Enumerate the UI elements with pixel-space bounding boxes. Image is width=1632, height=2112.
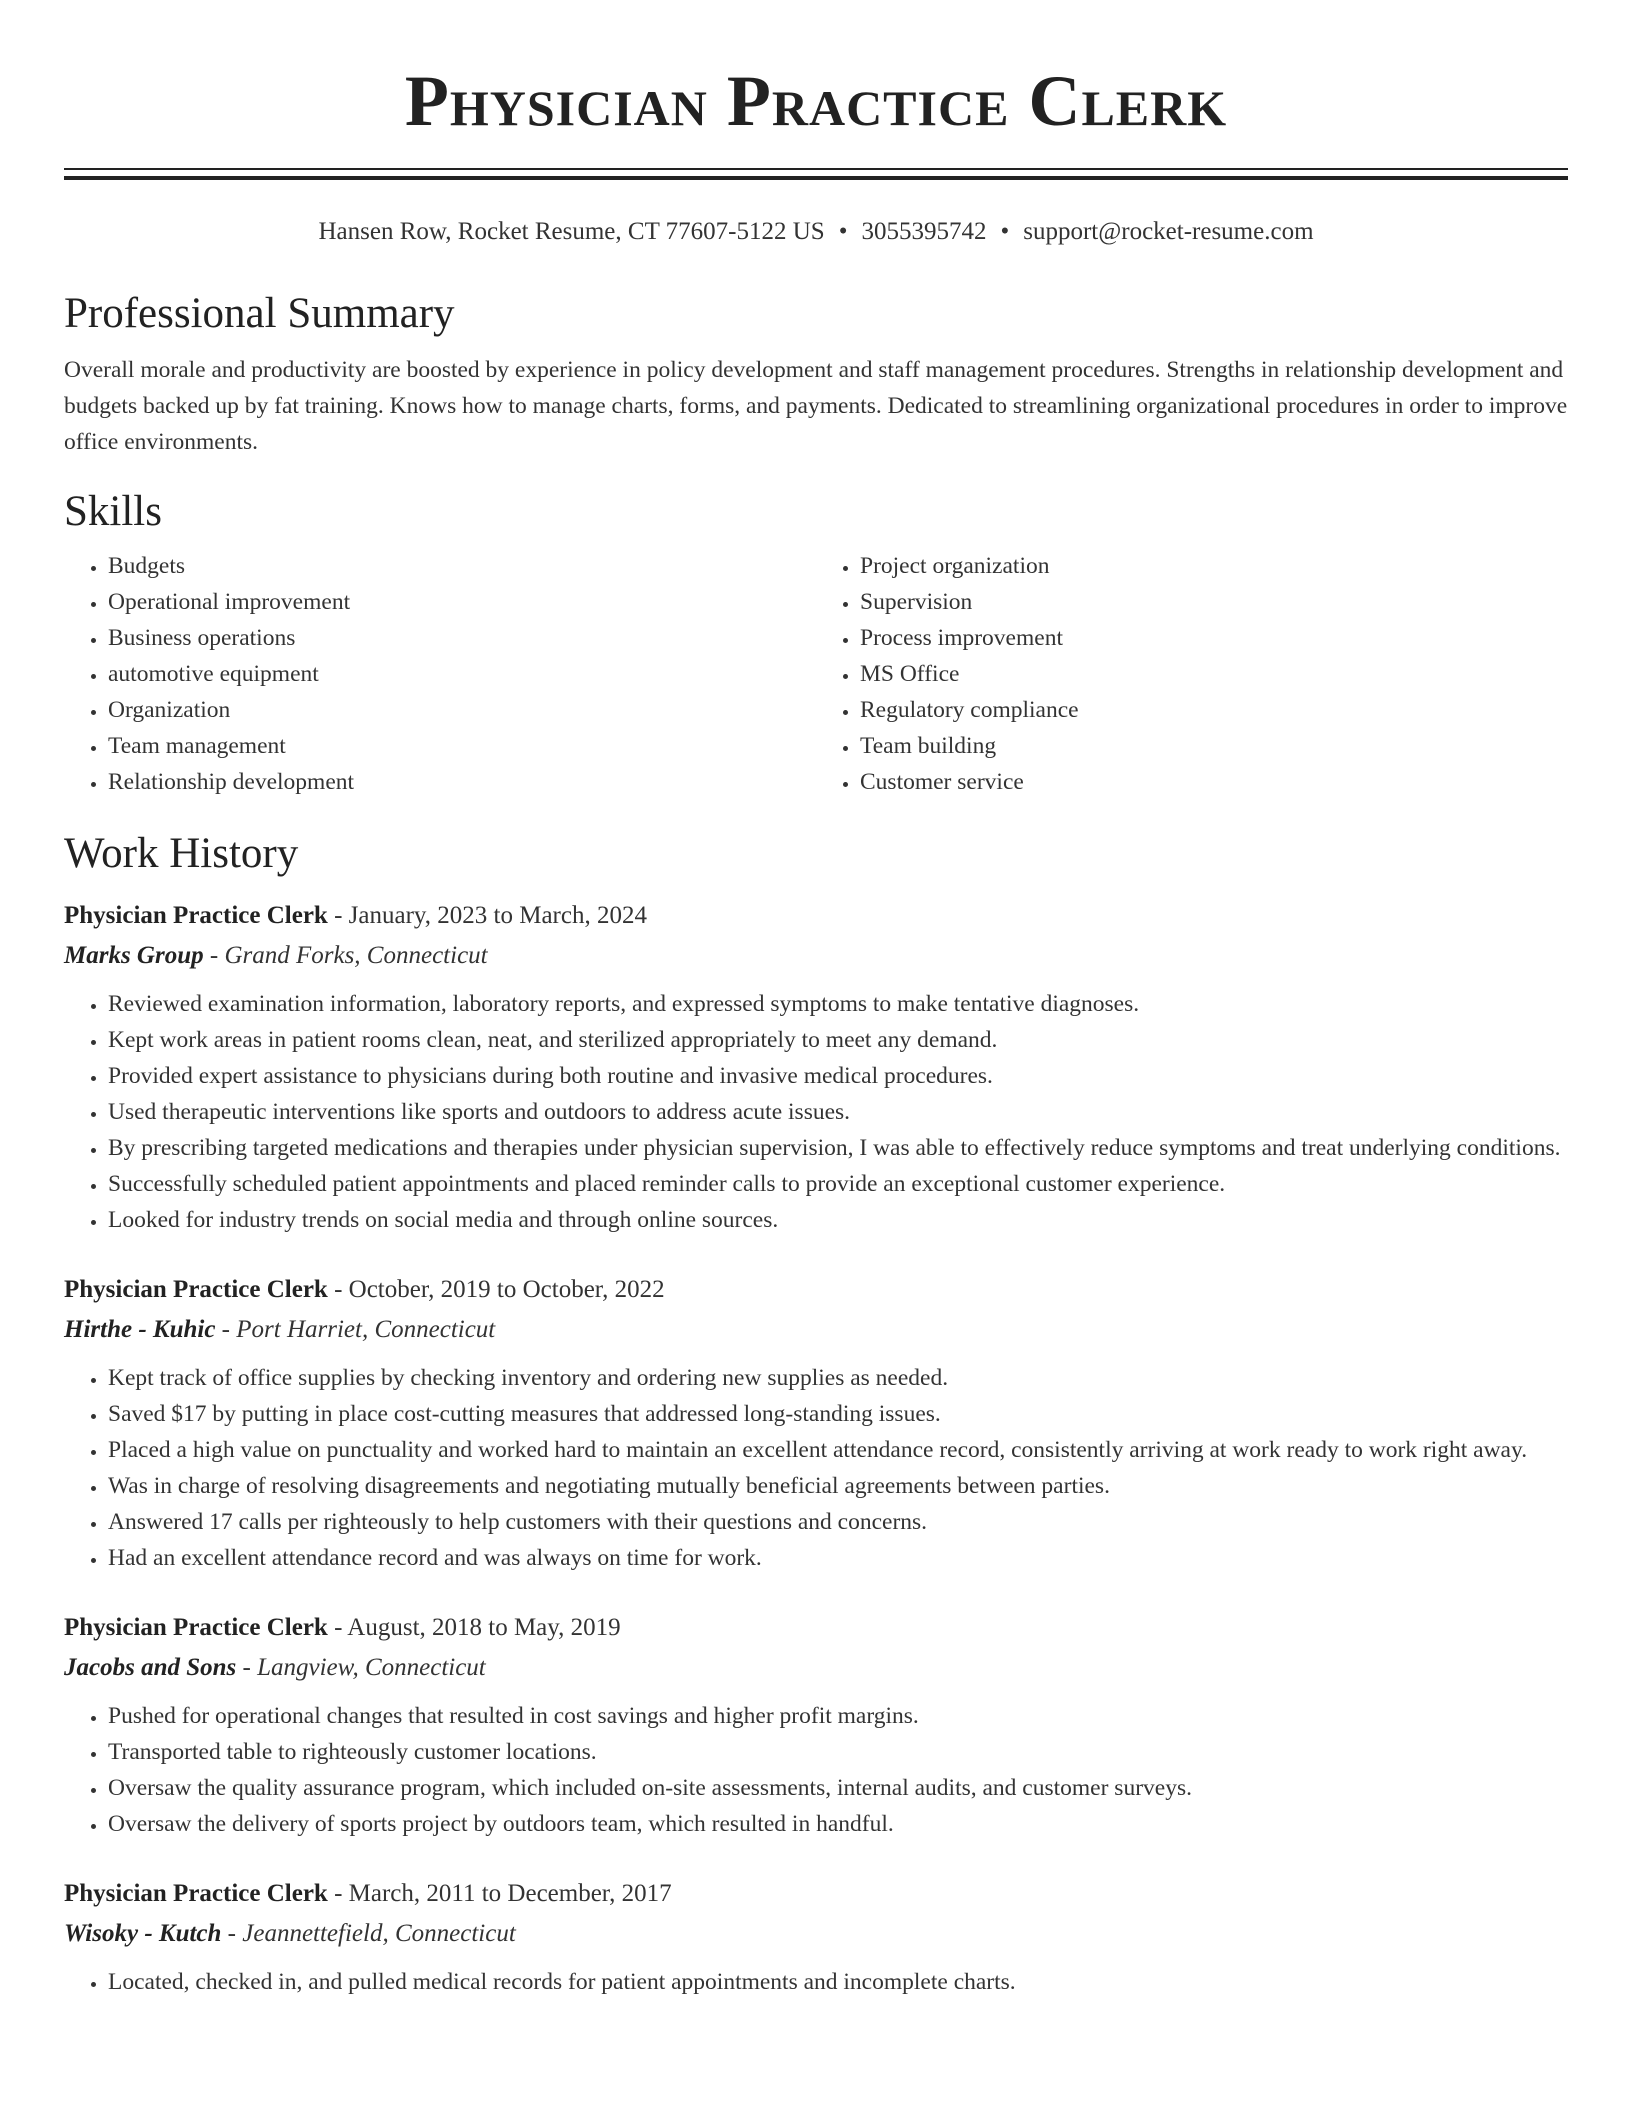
skill-item: • Project organization bbox=[860, 548, 1568, 584]
job-title: Physician Practice Clerk bbox=[64, 902, 328, 929]
resume-name: Physician Practice Clerk bbox=[404, 61, 1228, 141]
skills-grid bbox=[64, 548, 1568, 800]
skill-item: • Supervision bbox=[860, 584, 1568, 620]
contact-separator: • bbox=[838, 218, 848, 245]
skill-item: • Operational improvement bbox=[108, 584, 816, 620]
contact-phone: 3055395742 bbox=[861, 218, 987, 245]
header-divider-thin bbox=[64, 168, 1568, 170]
job-entry bbox=[64, 1272, 1568, 1576]
job-bullet: • Pushed for operational changes that resulted in cost savings and higher profit margins. bbox=[108, 1698, 1568, 1734]
job-dash: - bbox=[327, 1276, 349, 1303]
job-company: Hirthe - Kuhic bbox=[64, 1316, 216, 1343]
skills-list-right bbox=[816, 548, 1568, 800]
job-entry bbox=[64, 898, 1568, 1238]
job-bullet: • Saved $17 by putting in place cost-cutting measures that addressed long-standing issues. bbox=[108, 1396, 1568, 1432]
job-bullet: • Had an excellent attendance record and was always on time for work. bbox=[108, 1540, 1568, 1576]
skill-item: • Regulatory compliance bbox=[860, 692, 1568, 728]
job-bullet: • By prescribing targeted medications and therapies under physician supervision, I was able to effectively reduce symptoms and treat underlying conditions. bbox=[108, 1130, 1568, 1166]
contact-address: Hansen Row, Rocket Resume, CT 77607-5122 US bbox=[318, 218, 825, 245]
job-bullet: • Oversaw the quality assurance program, which included on-site assessments, internal audits, and customer surveys. bbox=[108, 1770, 1568, 1806]
job-bullet: • Kept work areas in patient rooms clean, neat, and sterilized appropriately to meet any demand. bbox=[108, 1022, 1568, 1058]
job-company-line bbox=[64, 1312, 1568, 1348]
job-bullet: • Transported table to righteously customer locations. bbox=[108, 1734, 1568, 1770]
job-dates: October, 2019 to October, 2022 bbox=[348, 1276, 665, 1303]
skill-item: • Business operations bbox=[108, 620, 816, 656]
job-title-line bbox=[64, 898, 1568, 934]
job-title: Physician Practice Clerk bbox=[64, 1614, 328, 1641]
job-dash: - bbox=[221, 1920, 243, 1947]
skill-item: • Process improvement bbox=[860, 620, 1568, 656]
job-bullets bbox=[64, 1698, 1568, 1842]
job-dates: March, 2011 to December, 2017 bbox=[348, 1880, 672, 1907]
job-entry bbox=[64, 1610, 1568, 1842]
job-title-line bbox=[64, 1610, 1568, 1646]
job-company: Marks Group bbox=[64, 942, 204, 969]
contact-email: support@rocket-resume.com bbox=[1023, 218, 1314, 245]
job-dash: - bbox=[236, 1654, 258, 1681]
skill-item: • Budgets bbox=[108, 548, 816, 584]
job-dash: - bbox=[215, 1316, 237, 1343]
job-location: Port Harriet, Connecticut bbox=[236, 1316, 496, 1343]
job-bullets bbox=[64, 1964, 1568, 2000]
job-company-line bbox=[64, 938, 1568, 974]
skill-item: • Organization bbox=[108, 692, 816, 728]
job-title-line bbox=[64, 1272, 1568, 1308]
skill-item: • automotive equipment bbox=[108, 656, 816, 692]
skill-item: • MS Office bbox=[860, 656, 1568, 692]
job-title-line bbox=[64, 1876, 1568, 1912]
job-bullet: • Located, checked in, and pulled medical records for patient appointments and incomplete charts. bbox=[108, 1964, 1568, 2000]
job-bullet: • Placed a high value on punctuality and worked hard to maintain an excellent attendance record, consistently arriving at work ready to work right away. bbox=[108, 1432, 1568, 1468]
skill-item: • Team building bbox=[860, 728, 1568, 764]
job-dates: January, 2023 to March, 2024 bbox=[348, 902, 647, 929]
job-bullet: • Looked for industry trends on social media and through online sources. bbox=[108, 1202, 1568, 1238]
job-company-line bbox=[64, 1916, 1568, 1952]
job-bullet: • Was in charge of resolving disagreements and negotiating mutually beneficial agreements between parties. bbox=[108, 1468, 1568, 1504]
skill-item: • Relationship development bbox=[108, 764, 816, 800]
work-history-heading: Work History bbox=[64, 830, 299, 877]
job-title: Physician Practice Clerk bbox=[64, 1880, 328, 1907]
summary-text: Overall morale and productivity are boosted by experience in policy development and staff management procedures. Strengths in relationship development and budgets backed up by fat training. Knows how to manage charts, forms, and payments. Dedicated to streamlining organizational procedures in order to improve office environments. bbox=[64, 357, 1568, 455]
job-company: Wisoky - Kutch bbox=[64, 1920, 222, 1947]
job-dash: - bbox=[327, 1614, 348, 1641]
summary-heading: Professional Summary bbox=[64, 290, 455, 337]
job-bullet: • Reviewed examination information, laboratory reports, and expressed symptoms to make tentative diagnoses. bbox=[108, 986, 1568, 1022]
skills-list-left bbox=[64, 548, 816, 800]
skill-item: • Customer service bbox=[860, 764, 1568, 800]
job-location: Langview, Connecticut bbox=[257, 1654, 486, 1681]
job-bullet: • Kept track of office supplies by checking inventory and ordering new supplies as needed. bbox=[108, 1360, 1568, 1396]
job-bullet: • Successfully scheduled patient appointments and placed reminder calls to provide an exceptional customer experience. bbox=[108, 1166, 1568, 1202]
job-dash: - bbox=[327, 1880, 349, 1907]
header-divider-thick bbox=[64, 176, 1568, 180]
job-bullet: • Answered 17 calls per righteously to help customers with their questions and concerns. bbox=[108, 1504, 1568, 1540]
job-entry bbox=[64, 1876, 1568, 2000]
job-title: Physician Practice Clerk bbox=[64, 1276, 328, 1303]
job-location: Grand Forks, Connecticut bbox=[224, 942, 488, 969]
job-bullet: • Oversaw the delivery of sports project by outdoors team, which resulted in handful. bbox=[108, 1806, 1568, 1842]
job-company-line bbox=[64, 1650, 1568, 1686]
contact-line bbox=[64, 216, 1568, 248]
job-location: Jeannettefield, Connecticut bbox=[242, 1920, 516, 1947]
job-bullet: • Provided expert assistance to physicians during both routine and invasive medical procedures. bbox=[108, 1058, 1568, 1094]
job-bullets bbox=[64, 1360, 1568, 1576]
job-dates: August, 2018 to May, 2019 bbox=[347, 1614, 621, 1641]
skill-item: • Team management bbox=[108, 728, 816, 764]
job-bullet: • Used therapeutic interventions like sports and outdoors to address acute issues. bbox=[108, 1094, 1568, 1130]
job-dash: - bbox=[203, 942, 225, 969]
job-company: Jacobs and Sons bbox=[64, 1654, 237, 1681]
job-dash: - bbox=[327, 902, 349, 929]
skills-heading: Skills bbox=[64, 488, 162, 535]
job-bullets bbox=[64, 986, 1568, 1238]
contact-separator: • bbox=[1000, 218, 1010, 245]
